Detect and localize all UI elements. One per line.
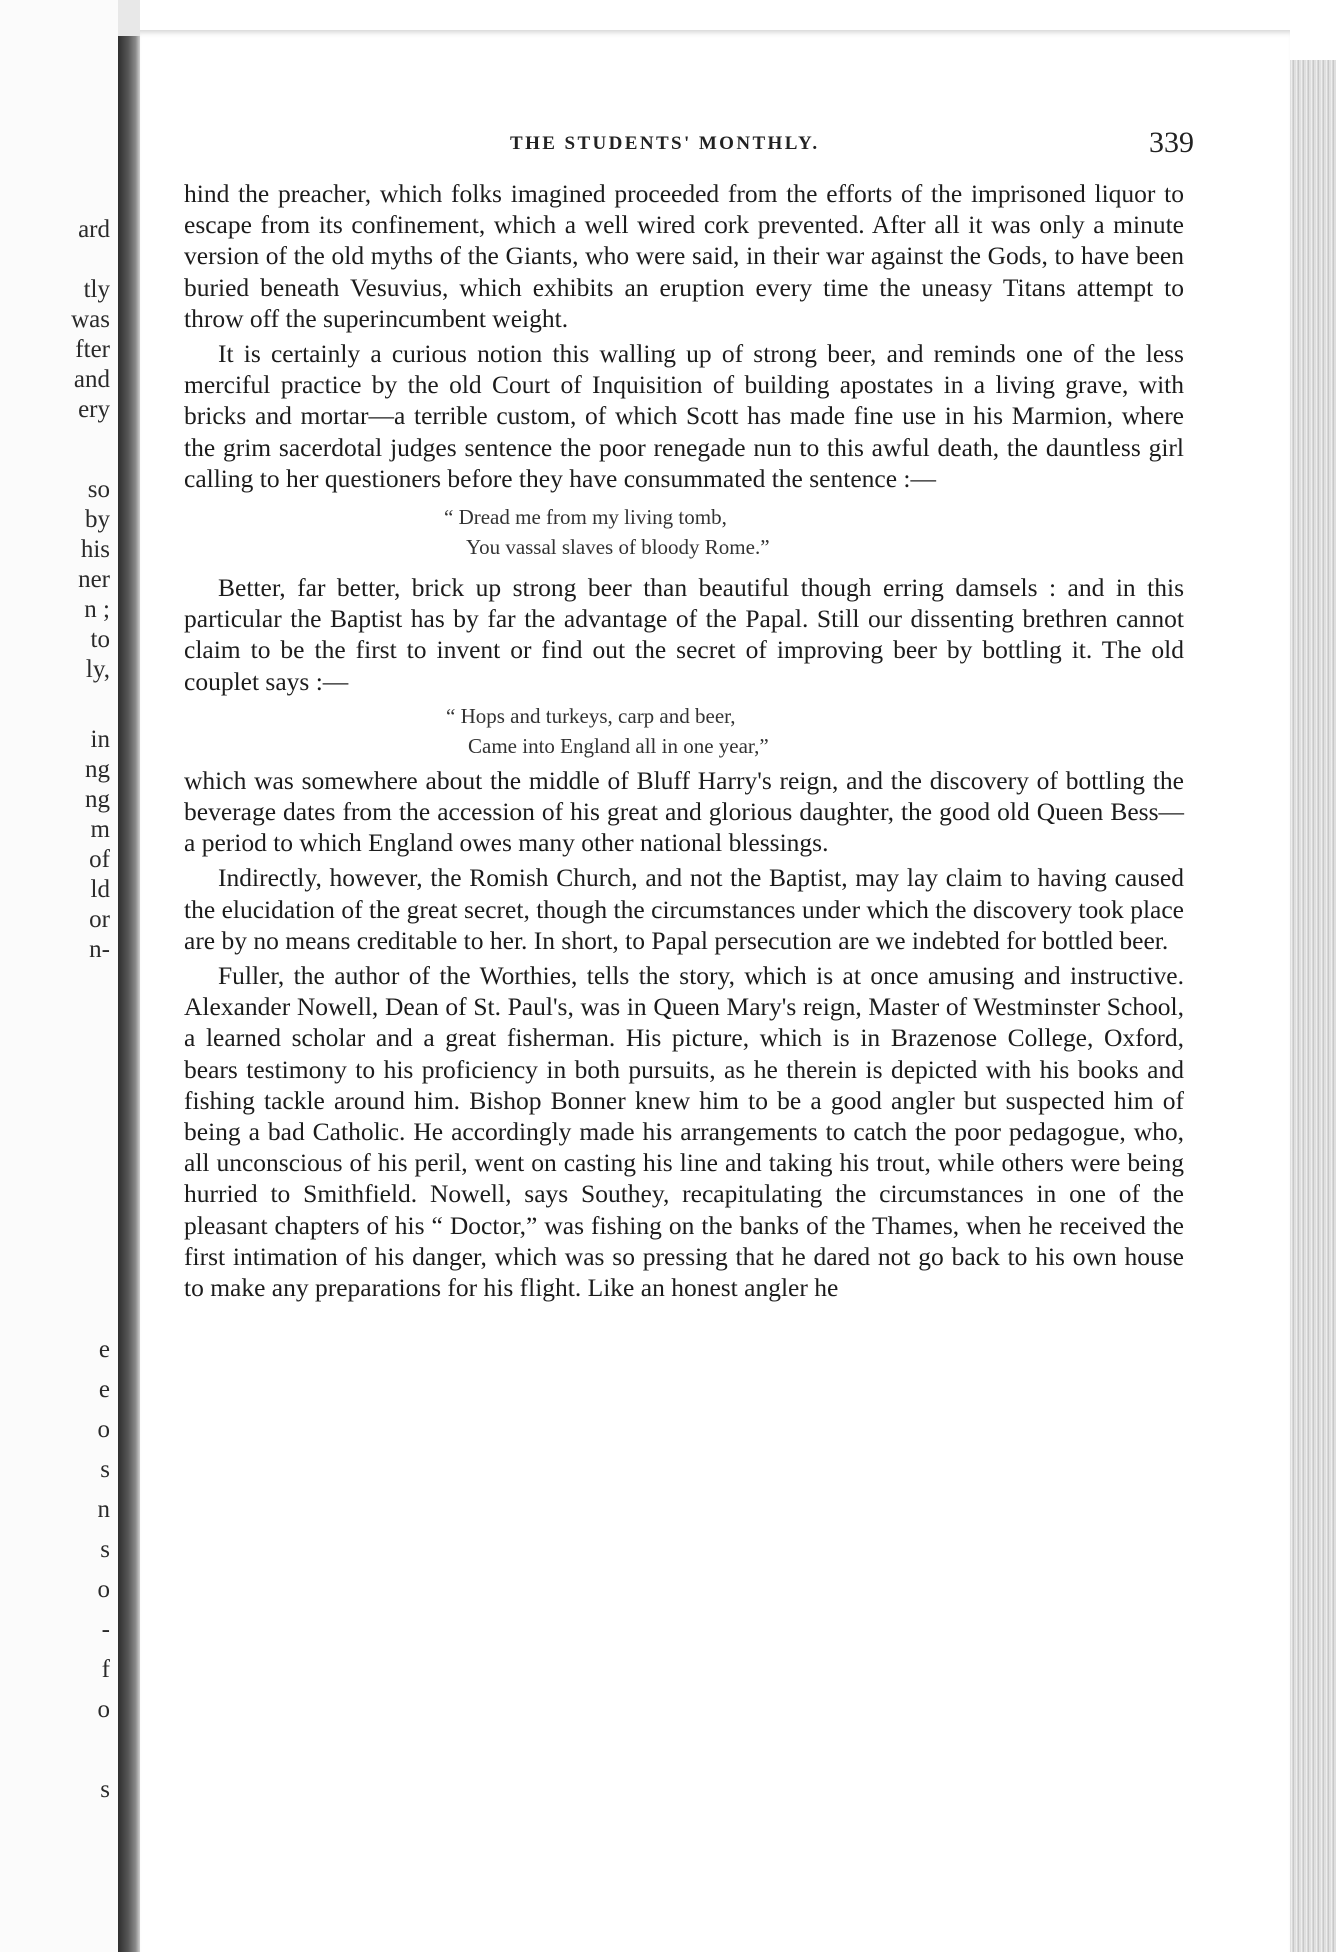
fragment-line: s: [100, 1536, 110, 1563]
fragment-gap: [0, 685, 110, 725]
verse-quote-1: [184, 502, 1184, 562]
verse-line: Came into England all in one year,”: [468, 733, 769, 758]
page-edges: [1290, 60, 1336, 1952]
fragment-gap: [0, 1730, 110, 1770]
fragment-line: was: [71, 306, 110, 333]
running-head: THE STUDENTS' MONTHLY.: [510, 133, 820, 154]
fragment-line: in: [90, 726, 110, 753]
fragment-line: so: [87, 476, 110, 503]
fragment-line: s: [100, 1456, 110, 1483]
paragraph-5: Indirectly, however, the Romish Church, and not the Baptist, may lay claim to having caused the elucidation of the great secret, though the circumstances under which the discovery took place are by no means creditable to her. In short, to Papal persecution are we indebted for bottled beer.: [184, 863, 1184, 955]
paragraph-3: Better, far better, brick up strong beer than beautiful though erring damsels : and in this particular the Baptist has by far the advantage of the Papal. Still our dissenting brethren cannot claim to be the first to invent or find out the secret of improving beer by bottling it. The old couplet says :—: [184, 573, 1184, 696]
fragment-line: by: [85, 506, 110, 533]
fragment-line: his: [80, 536, 110, 563]
verse-quote-2: [184, 701, 1184, 761]
fragment-line: e: [98, 1376, 110, 1403]
fragment-line: e: [98, 1336, 110, 1363]
fragment-line: s: [100, 1776, 110, 1803]
facing-page-fragment: [0, 0, 118, 1952]
fragment-line: ly,: [85, 656, 110, 683]
paragraph-4: which was somewhere about the middle of Bluff Harry's reign, and the discovery of bottling the beverage dates from the accession of his great and glorious daughter, the good old Queen Bess—a period to which England owes many other national blessings.: [184, 765, 1184, 858]
gutter-top: [118, 0, 140, 36]
fragment-line: ng: [85, 786, 110, 813]
fragment-line: -: [101, 1616, 110, 1643]
fragment-line: n-: [89, 936, 110, 963]
page-number: 339: [1149, 126, 1194, 159]
page-edge-top: [1290, 0, 1336, 60]
fragment-gap: [0, 425, 110, 475]
fragment-line: o: [97, 1576, 110, 1603]
fragment-line: of: [89, 846, 110, 873]
fragment-line: and: [73, 366, 110, 393]
fragment-line: ld: [90, 876, 110, 903]
fragment-line: to: [90, 626, 110, 653]
fragment-line: tly: [83, 276, 110, 303]
fragment-line: n: [97, 1496, 110, 1523]
fragment-line: m: [90, 816, 110, 843]
fragment-line: n ;: [84, 596, 110, 623]
fragment-line: ner: [78, 566, 110, 593]
paragraph-6: Fuller, the author of the Worthies, tells the story, which is at once amusing and instructive. Alexander Nowell, Dean of St. Paul's, was in Queen Mary's reign, Master of Westminster School, a learned scholar and a great fisherman. His picture, which is in Brazenose College, Oxford, bears testimony to his proficiency in both pursuits, as he therein is depicted with his books and fishing tackle around him. Bishop Bonner knew him to be a good angler but suspected him of being a bad Catholic. He accordingly made his arrangements to catch the poor pedagogue, who, all unconscious of his peril, went on casting his line and taking his trout, while others were being hurried to Smithfield. Nowell, says Southey, recapitulating the circumstances in one of the pleasant chapters of his “ Doctor,” was fishing on the banks of the Thames, when he received the first intimation of his danger, which was so pressing that he dared not go back to his own house to make any preparations for his flight. Like an honest angler he: [184, 961, 1184, 1303]
fragment-line: or: [89, 906, 110, 933]
paragraph-2: It is certainly a curious notion this walling up of strong beer, and reminds one of the less merciful practice by the old Court of Inquisition of building apostates in a living grave, with bricks and mortar—a terrible custom, of which Scott has made fine use in his Marmion, where the grim sacerdotal judges sentence the poor renegade nun to this awful death, the dauntless girl calling to her questioners before they have consummated the sentence :—: [184, 339, 1184, 493]
fragment-line: f: [101, 1656, 110, 1683]
fragment-line: fter: [75, 336, 110, 363]
fragment-line: o: [97, 1696, 110, 1723]
book-gutter: [118, 36, 140, 1952]
body-text: [184, 178, 1184, 1303]
fragment-line: ard: [78, 216, 110, 243]
paragraph-1: hind the preacher, which folks imagined proceeded from the efforts of the imprisoned liquor to escape from its confinement, which a well wired cork prevented. After all it was only a minute version of the old myths of the Giants, who were said, in their war against the Gods, to have been buried beneath Vesuvius, which exhibits an eruption every time the uneasy Titans attempt to throw off the superincumbent weight.: [184, 179, 1184, 333]
fragment-line: ery: [78, 396, 110, 423]
verse-line: “ Hops and turkeys, carp and beer,: [446, 703, 736, 728]
fragment-gap: [0, 245, 110, 275]
paragraph-gap: [184, 562, 1184, 572]
fragment-line: o: [97, 1416, 110, 1443]
verse-line: “ Dread me from my living tomb,: [444, 505, 727, 530]
fragment-line: ng: [85, 756, 110, 783]
facing-page-text-top: [0, 215, 110, 965]
verse-line: You vassal slaves of bloody Rome.”: [466, 535, 770, 560]
facing-page-text-bottom: [0, 1330, 110, 1810]
